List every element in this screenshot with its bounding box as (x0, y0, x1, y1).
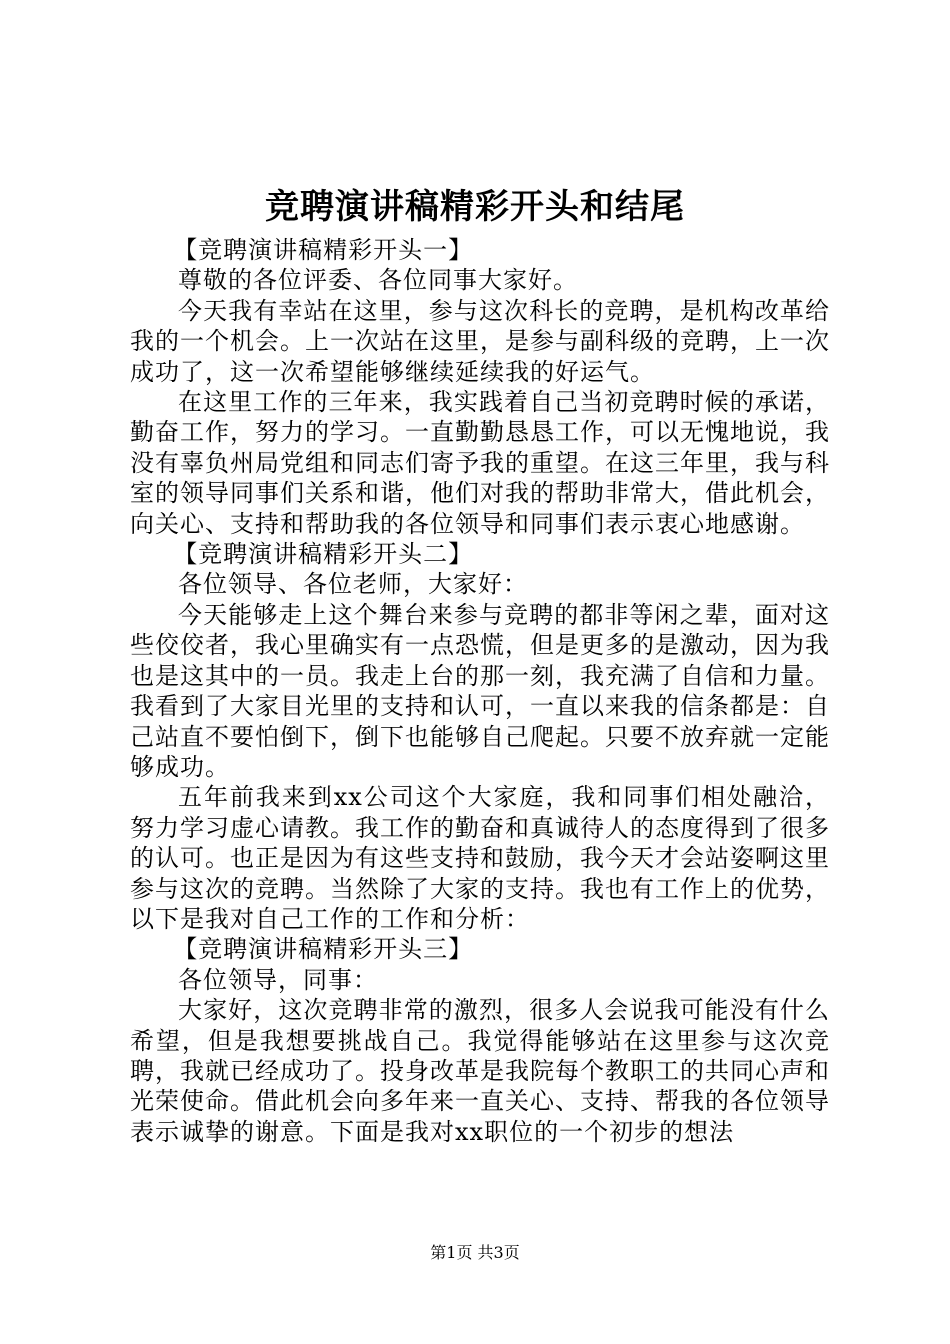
document-body (130, 235, 830, 1147)
page-footer: 第1页 共3页 (430, 1243, 520, 1262)
paragraph: 各位领导、各位老师，大家好： (178, 570, 528, 599)
paragraph: 各位领导，同事： (178, 965, 378, 994)
paragraph: 尊敬的各位评委、各位同事大家好。 (178, 266, 578, 295)
paragraph: 在这里工作的三年来，我实践着自己当初竞聘时候的承诺，勤奋工作，努力的学习。一直勤勤恳恳工作，可以无愧地说，我没有辜负州局党组和同志们寄予我的重望。在这三年里，我与科室的领导同事们关系和谐，他们对我的帮助非常大，借此机会，向关心、支持和帮助我的各位领导和同事们表示衷心地感谢。 (130, 388, 830, 538)
paragraph: 大家好，这次竞聘非常的激烈，很多人会说我可能没有什么希望，但是我想要挑战自己。我觉得能够站在这里参与这次竞聘，我就已经成功了。投身改革是我院每个教职工的共同心声和光荣使命。借此机会向多年来一直关心、支持、帮我的各位领导表示诚挚的谢意。下面是我对xx职位的一个初步的想法 (130, 996, 830, 1146)
paragraph: 今天能够走上这个舞台来参与竞聘的都非等闲之辈，面对这些佼佼者，我心里确实有一点恐慌，但是更多的是激动，因为我也是这其中的一员。我走上台的那一刻，我充满了自信和力量。我看到了大家目光里的支持和认可，一直以来我的信条都是：自己站直不要怕倒下，倒下也能够自己爬起。只要不放弃就一定能够成功。 (130, 600, 830, 781)
section-heading-2: 【竞聘演讲稿精彩开头二】 (173, 540, 474, 569)
document-title: 竞聘演讲稿精彩开头和结尾 (265, 187, 685, 227)
section-heading-1: 【竞聘演讲稿精彩开头一】 (173, 236, 474, 264)
section-heading-3: 【竞聘演讲稿精彩开头三】 (173, 935, 474, 964)
paragraph: 今天我有幸站在这里，参与这次科长的竞聘，是机构改革给我的一个机会。上一次站在这里，是参与副科级的竞聘，上一次成功了，这一次希望能够继续延续我的好运气。 (130, 296, 830, 386)
paragraph: 五年前我来到xx公司这个大家庭，我和同事们相处融洽，努力学习虚心请教。我工作的勤奋和真诚待人的态度得到了很多的认可。也正是因为有这些支持和鼓励，我今天才会站姿啊这里参与这次的竞聘。当然除了大家的支持。我也有工作上的优势，以下是我对自己工作的工作和分析： (130, 783, 830, 933)
